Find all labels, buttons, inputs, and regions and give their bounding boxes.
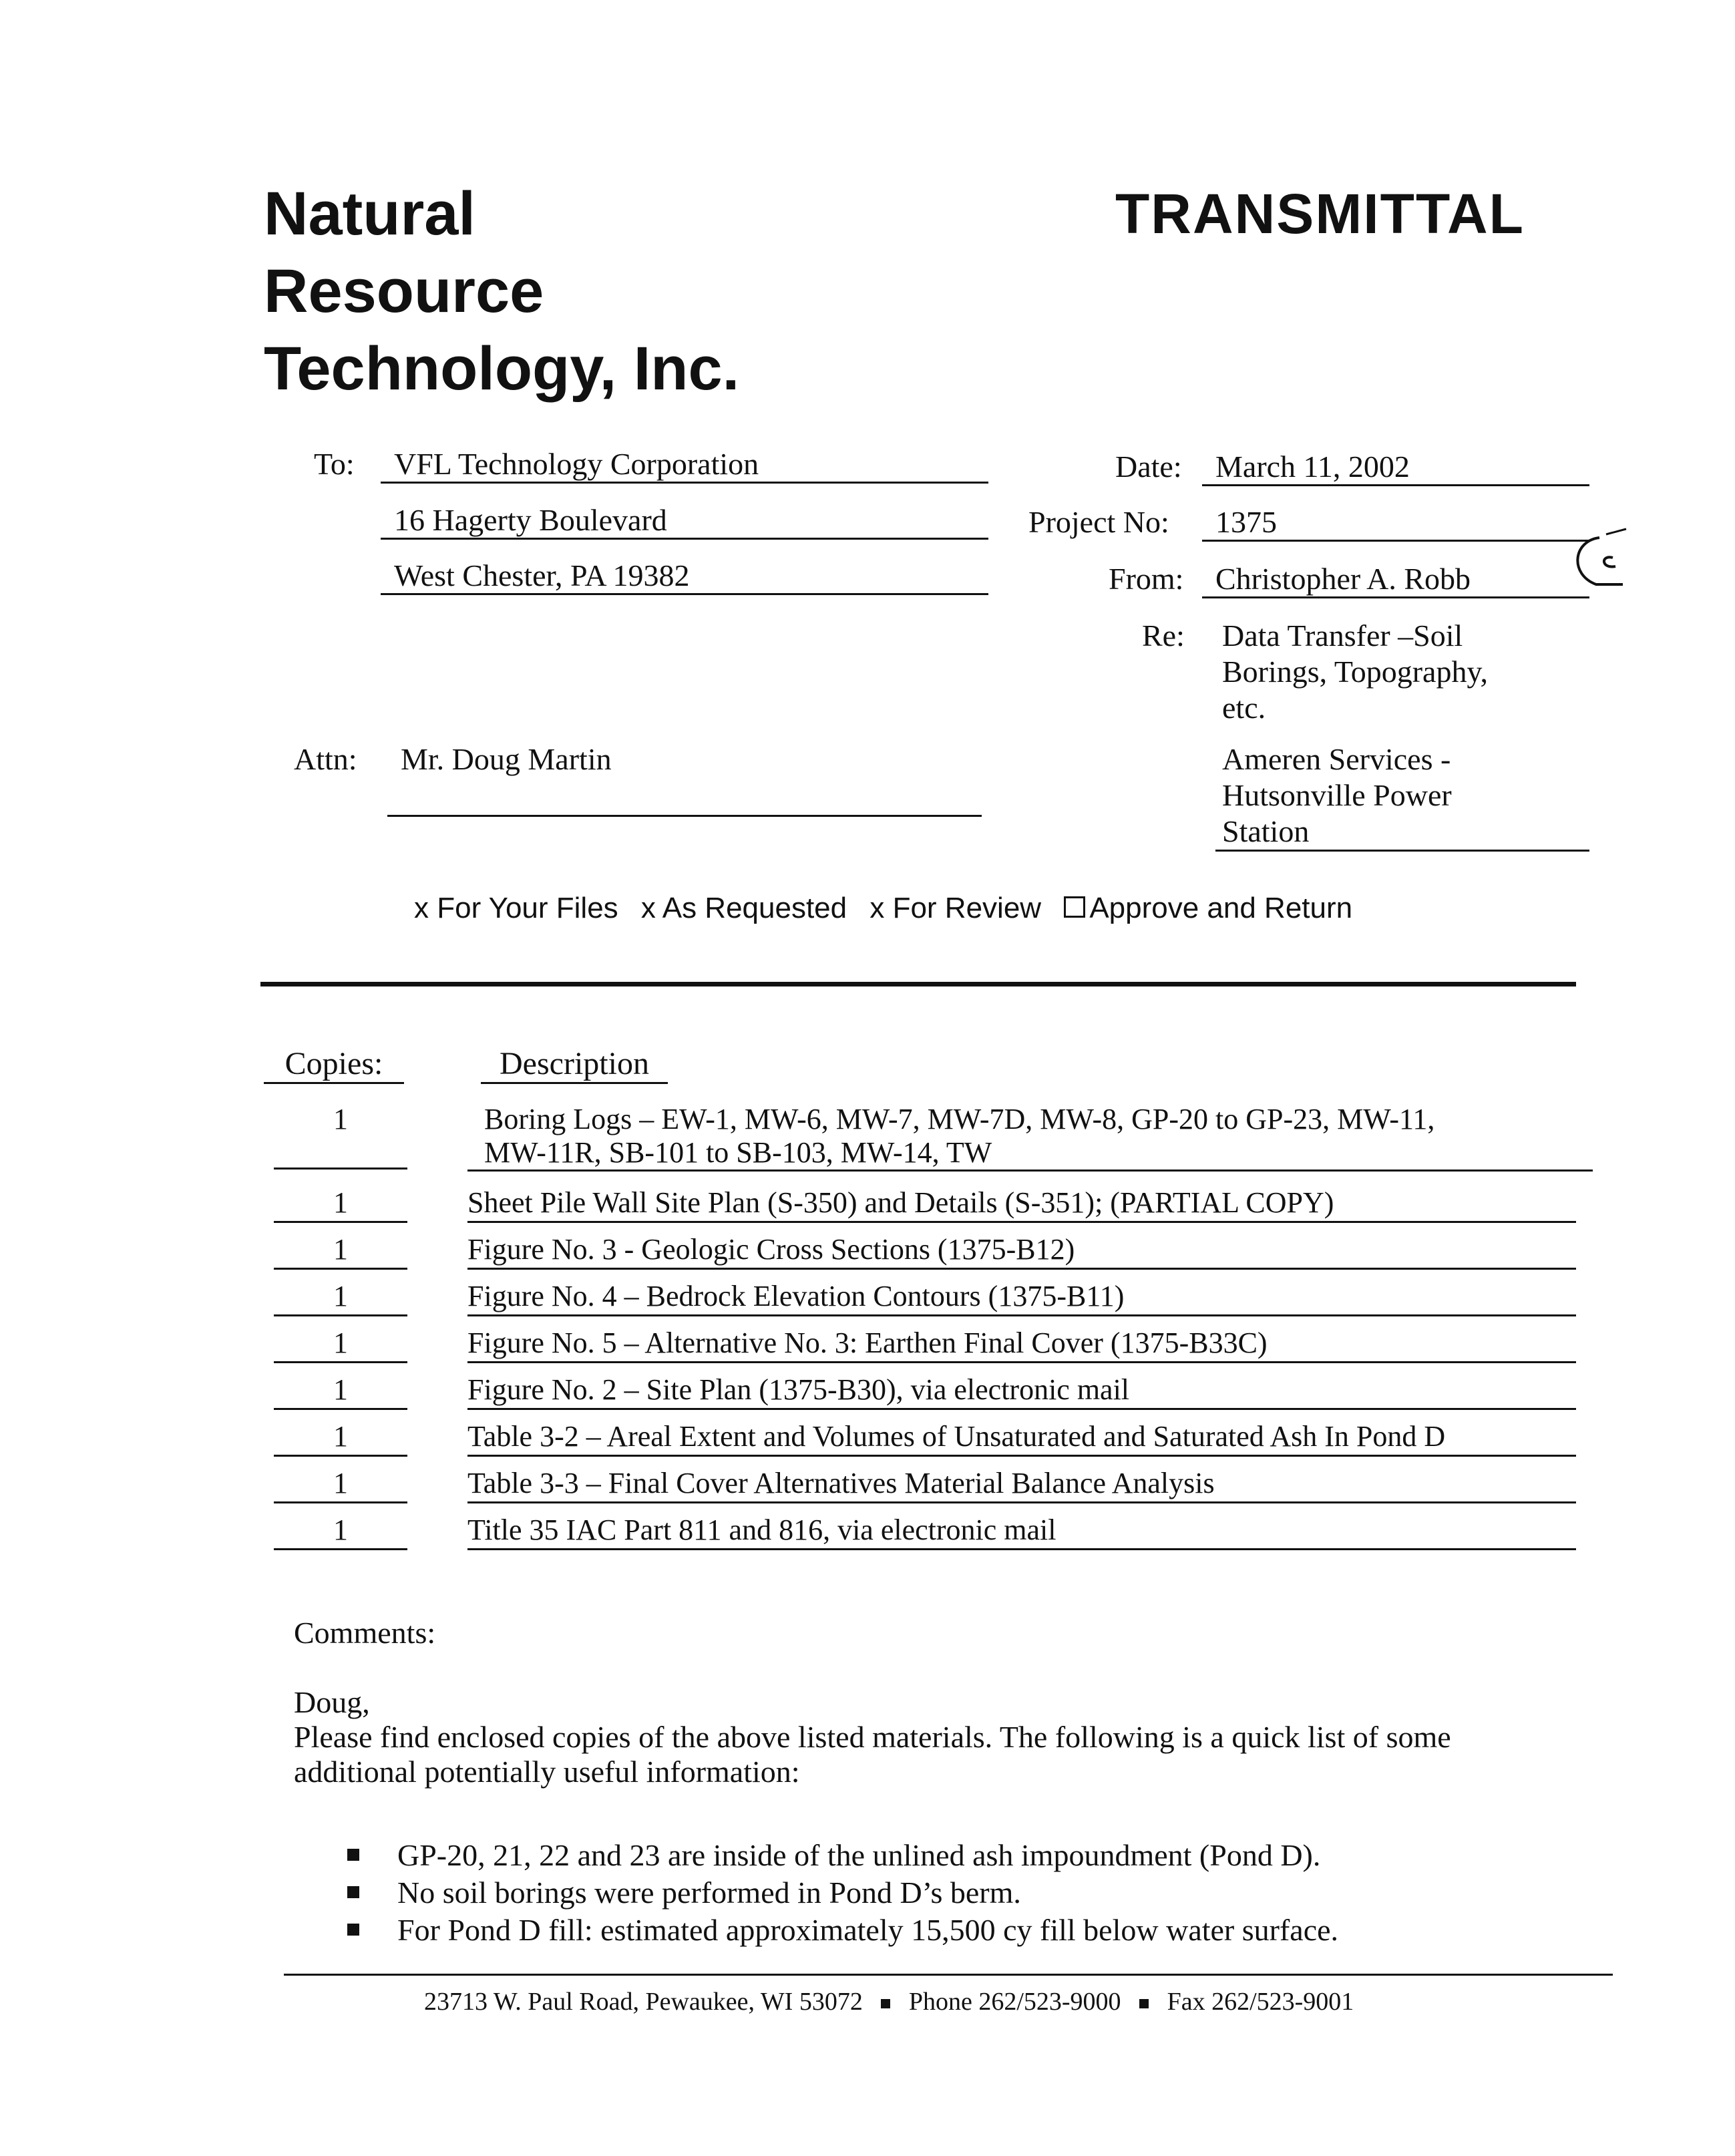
comments-body xyxy=(294,1685,1563,1789)
row-description: Figure No. 4 – Bedrock Elevation Contours (1375-B11) xyxy=(467,1279,1576,1316)
row-copies: 1 xyxy=(274,1373,407,1410)
table-row xyxy=(267,1279,1576,1319)
comments-paragraph: Please find enclosed copies of the above listed materials. The following is a quick list of some additional potentially useful information: xyxy=(294,1720,1451,1789)
date-value: March 11, 2002 xyxy=(1202,449,1589,486)
footer-fax: Fax 262/523-9001 xyxy=(1167,1988,1354,2016)
project-value: 1375 xyxy=(1202,504,1589,542)
company-name-line1: Natural xyxy=(264,180,475,248)
table-row xyxy=(267,1513,1576,1553)
re-site xyxy=(1215,741,1589,852)
checkbox-icon[interactable] xyxy=(1064,896,1085,918)
separator-icon xyxy=(1139,1999,1149,2008)
comments-label: Comments: xyxy=(294,1616,436,1650)
attn-label: Attn: xyxy=(294,742,357,776)
section-divider xyxy=(260,982,1576,986)
separator-icon xyxy=(881,1999,890,2008)
re-label: Re: xyxy=(1142,618,1185,653)
row-1-desc-line1: Boring Logs – EW-1, MW-6, MW-7, MW-7D, MW-8, GP-20 to GP-23, MW-11, xyxy=(484,1103,1435,1135)
description-header: Description xyxy=(481,1045,668,1084)
bullet-text: GP-20, 21, 22 and 23 are inside of the unlined ash impoundment (Pond D). xyxy=(397,1838,1321,1872)
re-site-line-2: Hutsonville Power xyxy=(1222,778,1452,812)
table-row xyxy=(267,1326,1576,1366)
table-row xyxy=(267,1232,1576,1272)
list-item xyxy=(347,1912,1338,1949)
company-name-line2: Resource xyxy=(264,257,544,325)
from-label: From: xyxy=(1109,562,1184,596)
to-line-3: West Chester, PA 19382 xyxy=(381,558,988,595)
list-item xyxy=(347,1837,1338,1874)
project-label: Project No: xyxy=(1028,505,1169,539)
row-copies: 1 xyxy=(274,1279,407,1316)
table-row xyxy=(267,1373,1576,1413)
bullet-text: For Pond D fill: estimated approximately 15,500 cy fill below water surface. xyxy=(397,1913,1339,1947)
row-copies: 1 xyxy=(274,1419,407,1457)
re-site-line-3: Station xyxy=(1222,814,1310,848)
bullet-icon xyxy=(347,1924,359,1936)
option-approve-label: Approve and Return xyxy=(1089,892,1353,924)
row-description: Title 35 IAC Part 811 and 816, via electronic mail xyxy=(467,1513,1576,1550)
table-row xyxy=(267,1186,1576,1226)
row-copies: 1 xyxy=(274,1513,407,1550)
footer-divider xyxy=(284,1974,1613,1976)
row-description: Sheet Pile Wall Site Plan (S-350) and Details (S-351); (PARTIAL COPY) xyxy=(467,1186,1576,1223)
re-line-1: Data Transfer –Soil xyxy=(1222,618,1463,653)
comments-bullet-list xyxy=(347,1837,1338,1949)
footer-address: 23713 W. Paul Road, Pewaukee, WI 53072 xyxy=(424,1988,863,2016)
re-site-line-1: Ameren Services - xyxy=(1222,742,1451,776)
row-description: Figure No. 3 - Geologic Cross Sections (1375-B12) xyxy=(467,1232,1576,1270)
transmittal-options xyxy=(414,892,1382,925)
row-copies: 1 xyxy=(274,1326,407,1363)
to-line-2: 16 Hagerty Boulevard xyxy=(381,502,988,540)
footer-contact xyxy=(424,1987,1354,2016)
row-copies: 1 xyxy=(274,1466,407,1503)
comments-greeting: Doug, xyxy=(294,1685,370,1719)
date-label: Date: xyxy=(1115,450,1182,484)
to-label: To: xyxy=(314,447,355,481)
row-description: Figure No. 5 – Alternative No. 3: Earthen Final Cover (1375-B33C) xyxy=(467,1326,1576,1363)
list-item xyxy=(347,1874,1338,1912)
row-1-copies: 1 xyxy=(333,1103,348,1135)
option-approve-and-return[interactable] xyxy=(1064,892,1367,924)
table-row xyxy=(267,1466,1576,1506)
bullet-icon xyxy=(347,1886,359,1898)
bullet-icon xyxy=(347,1849,359,1861)
re-subject xyxy=(1222,618,1488,726)
document-title: TRANSMITTAL xyxy=(1115,182,1525,245)
row-description: Table 3-2 – Areal Extent and Volumes of Unsaturated and Saturated Ash In Pond D xyxy=(467,1419,1576,1457)
company-name-line3: Technology, Inc. xyxy=(264,335,740,403)
option-as-requested[interactable]: x As Requested xyxy=(640,892,847,924)
table-row xyxy=(267,1419,1576,1459)
company-name xyxy=(264,175,739,407)
row-1-copies-line xyxy=(274,1135,407,1170)
attn-underline xyxy=(387,815,982,817)
row-1-desc-line2: MW-11R, SB-101 to SB-103, MW-14, TW xyxy=(467,1135,1593,1172)
attn-value: Mr. Doug Martin xyxy=(401,742,612,776)
re-line-2: Borings, Topography, xyxy=(1222,655,1488,689)
row-copies: 1 xyxy=(274,1186,407,1223)
from-value: Christopher A. Robb xyxy=(1202,561,1589,598)
option-for-your-files[interactable]: x For Your Files xyxy=(414,892,618,924)
option-for-review[interactable]: x For Review xyxy=(870,892,1042,924)
row-copies: 1 xyxy=(274,1232,407,1270)
row-description: Figure No. 2 – Site Plan (1375-B30), via electronic mail xyxy=(467,1373,1576,1410)
re-line-3: etc. xyxy=(1222,691,1266,725)
copies-header: Copies: xyxy=(264,1045,404,1084)
initials-mark xyxy=(1559,528,1633,601)
bullet-text: No soil borings were performed in Pond D’s berm. xyxy=(397,1875,1021,1910)
to-line-1: VFL Technology Corporation xyxy=(381,446,988,484)
footer-phone: Phone 262/523-9000 xyxy=(908,1988,1121,2016)
row-description: Table 3-3 – Final Cover Alternatives Material Balance Analysis xyxy=(467,1466,1576,1503)
